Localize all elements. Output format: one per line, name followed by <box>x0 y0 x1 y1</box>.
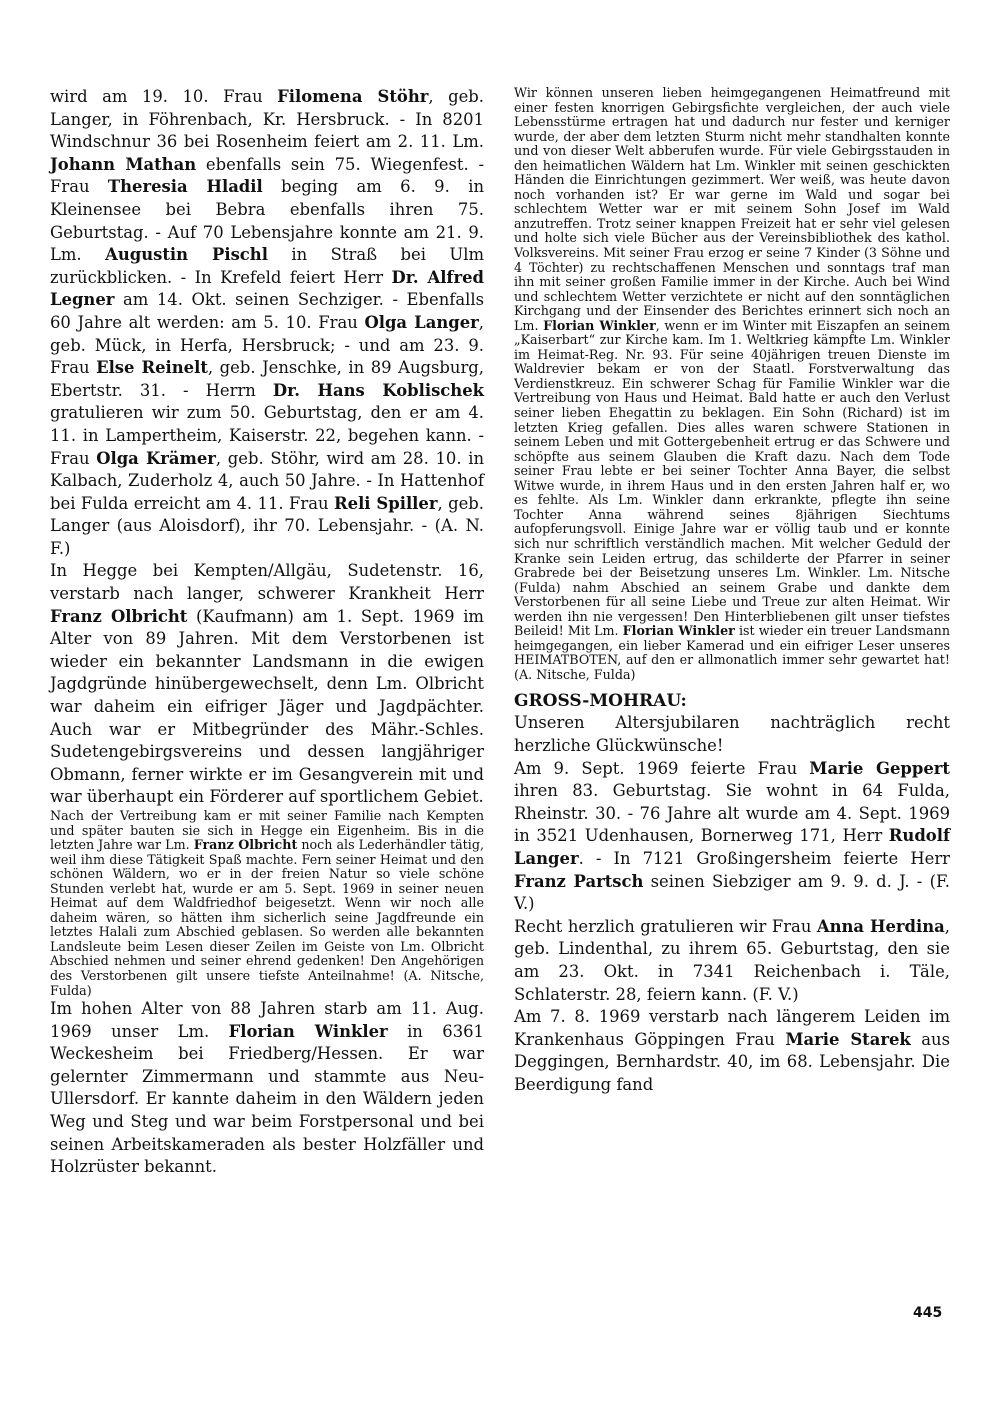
left-column <box>50 86 484 1179</box>
page-number: 445 <box>913 1305 943 1321</box>
obituary-winkler-paragraph: Im hohen Alter von 88 Jahren starb am 11. Aug. 1969 unser Lm. Florian Winkler in 6361 Weckesheim bei Friedberg/Hessen. Er war gelernter Zimmermann und stammte aus Neu-Ullersdorf. Er kannte daheim in den Wäldern jeden Weg und Steg und war beim Forstpersonal und bei seinen Arbeitskameraden als bester Holzfäller und Holzrüster bekannt. <box>50 999 484 1177</box>
section-heading-gross-mohrau: GROSS-MOHRAU: <box>514 691 687 712</box>
obituary-starek-paragraph: Am 7. 8. 1969 verstarb nach längerem Leiden im Krankenhaus Göppingen Frau Marie Starek aus Deggingen, Bernhardstr. 40, im 68. Lebensjahr. Die Beerdigung fand <box>514 1007 950 1094</box>
birthday-notices-paragraph: wird am 19. 10. Frau Filomena Stöhr, geb. Langer, in Föhrenbach, Kr. Hersbruck. - In 8201 Windschnur 36 bei Rosenheim feiert am 2. 11. Lm. Johann Mathan ebenfalls sein 75. Wiegenfest. - Frau Theresia Hladil beging am 6. 9. in Kleinensee bei Bebra ebenfalls ihren 75. Geburtstag. - Auf 70 Lebensjahre konnte am 21. 9. Lm. Augustin Pischl in Straß bei Ulm zurückblicken. - In Krefeld feiert Herr Dr. Alfred Legner am 14. Okt. seinen Sechziger. - Ebenfalls 60 Jahre alt werden: am 5. 10. Frau Olga Langer, geb. Mück, in Herfa, Hersbruck; - und am 23. 9. Frau Else Reinelt, geb. Jenschke, in 89 Augsburg, Ebertstr. 31. - Herrn Dr. Hans Koblischek gratulieren wir zum 50. Geburtstag, den er am 4. 11. in Lampertheim, Kaiserstr. 22, begehen kann. - Frau Olga Krämer, geb. Stöhr, wird am 28. 10. in Kalbach, Zuderholz 4, auch 50 Jahre. - In Hattenhof bei Fulda erreicht am 4. 11. Frau Reli Spiller, geb. Langer (aus Aloisdorf), ihr 70. Lebensjahr. - (A. N. F.) <box>50 87 485 558</box>
congratulations-intro: Unseren Altersjubilaren nachträglich recht herzliche Glückwünsche! <box>514 713 950 756</box>
obituary-olbricht-details: Nach der Vertreibung kam er mit seiner Familie nach Kempten und später bauten sie sich in Hegge ein Eigenheim. Bis in die letzten Jahre war Lm. Franz Olbricht noch als Lederhändler tätig, weil ihm diese Tätigkeit Spaß machte. Fern seiner Heimat und den schönen Wäldern, wo er in der freien Natur so viele schöne Stunden verlebt hat, wurde er am 5. Sept. 1969 in seiner neuen Heimat auf dem Waldfriedhof beigesetzt. Wenn wir noch alle daheim wären, so hätten ihm sicherlich seine Jagdfreunde ein letztes Halali zum Abschied geblasen. So werden alle bekannten Landsleute beim Lesen dieser Zeilen im Geiste von Lm. Olbricht Abschied nehmen und seiner ehrend gedenken! Den Angehörigen des Verstorbenen gilt unsere tiefste Anteilnahme! (A. Nitsche, Fulda) <box>50 808 484 998</box>
right-column <box>514 86 950 1097</box>
birthday-notices-gross-mohrau: Am 9. Sept. 1969 feierte Frau Marie Geppert ihren 83. Geburtstag. Sie wohnt in 64 Fulda, Rheinstr. 30. - 76 Jahre alt wurde am 4. Sept. 1969 in 3521 Udenhausen, Bornerweg 171, Herr Rudolf Langer. - In 7121 Großingersheim feierte Herr Franz Partsch seinen Siebziger am 9. 9. d. J. - (F. V.) <box>514 758 951 914</box>
obituary-winkler-details: Wir können unseren lieben heimgegangenen Heimatfreund mit einer festen knorrigen Gebirgsfichte vergleichen, der auch viele Lebensstürme ertragen hat und dadurch nur fester und kerniger wurde, der aber dem letzten Sturm nicht mehr standhalten konnte und von dieser Welt abberufen wurde. Für viele Gebirgsstauden in den heimatlichen Wäldern hat Lm. Winkler mit seinen geschickten Händen die Einrichtungen gezimmert. Wer weiß, was heute davon noch vorhanden ist? Er war gerne im Wald und sogar bei schlechtem Wetter war er mit seinem Sohn Josef im Wald anzutreffen. Trotz seiner knappen Freizeit hat er sehr viel gelesen und holte sich viele Bücher aus der Vereinsbibliothek des kathol. Volksvereins. Mit seiner Frau erzog er seine 7 Kinder (3 Söhne und 4 Töchter) zu rechtschaffenen Menschen und sonntags traf man ihn mit seiner großen Familie immer in der Kirche. Auch bei Wind und schlechtem Wetter verzichtete er nicht auf den sonntäglichen Kirchgang und der Einsender des Berichtes erinnert sich noch an Lm. Florian Winkler, wenn er im Winter mit Eiszapfen an seinem „Kaiserbart“ zur Kirche kam. Im 1. Weltkrieg kämpfte Lm. Winkler im Heimat-Reg. Nr. 93. Für seine 40jährigen treuen Dienste im Waldrevier bekam er von der Staatl. Forstverwaltung das Verdienstkreuz. Ein schwerer Schag für Familie Winkler war die Vertreibung von Haus und Heimat. Bald hatte er auch den Verlust seiner lieben Ehegattin zu beklagen. Ein Sohn (Richard) ist im letzten Krieg gefallen. Dies alles waren schwere Stationen in seinem Leben und mit Gottergebenheit ertrug er das Schwere und schöpfte aus seinem Glauben die Kraft dazu. Nach dem Tode seiner Frau lebte er bei seiner Tochter Anna Bayer, die selbst Witwe wurde, in ihrem Haus und in den ersten Jahren half er, wo es fehlte. Als Lm. Winkler dann erkrankte, pflegte ihn seine Tochter Anna während seines 8jährigen Siechtums aufopferungsvoll. Einige Jahre war er völlig taub und er konnte sich nur schriftlich verständlich machen. Mit welcher Geduld der Kranke sein Leiden ertrug, das schilderte der Pfarrer in seiner Grabrede bei der Beisetzung unseres Lm. Winkler. Lm. Nitsche (Fulda) nahm Abschied an seinem Grabe und dankte dem Verstorbenen für all seine Liebe und Treue zur alten Heimat. Wir werden ihn nie vergessen! Den Hinterbliebenen gilt unser tiefstes Beileid! Mit Lm. Florian Winkler ist wieder ein treuer Landsmann heimgegangen, ein lieber Kamerad und ein eifriger Leser unseres HEIMATBOTEN, auf den er allmonatlich immer sehr gewartet hat! (A. Nitsche, Fulda) <box>514 85 951 682</box>
obituary-olbricht-paragraph: In Hegge bei Kempten/Allgäu, Sudetenstr. 16, verstarb nach langer, schwerer Krankheit Herr Franz Olbricht (Kaufmann) am 1. Sept. 1969 im Alter von 89 Jahren. Mit dem Verstorbenen ist wieder ein bekannter Landsmann in die ewigen Jagdgründe hinübergewechselt, denn Lm. Olbricht war daheim ein eifriger Jäger und Jagdpächter. Auch war er Mitbegründer des Mähr.-Schles. Sudetengebirgsvereins und dessen langjähriger Obmann, ferner wirkte er im Gesangverein mit und war überhaupt ein Förderer auf sportlichem Gebiet. <box>50 561 484 807</box>
birthday-notice-herdina: Recht herzlich gratulieren wir Frau Anna Herdina, geb. Lindenthal, zu ihrem 65. Geburtstag, den sie am 23. Okt. in 7341 Reichenbach i. Täle, Schlaterstr. 28, feiern kann. (F. V.) <box>514 916 950 1004</box>
